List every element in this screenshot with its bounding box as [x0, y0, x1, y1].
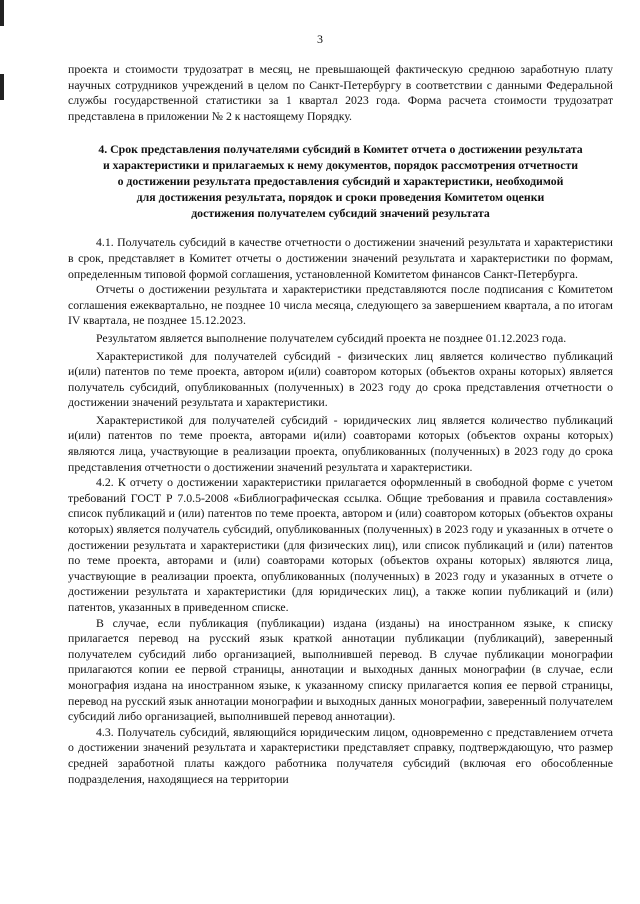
- paragraph-result: Результатом является выполнение получателем субсидий проекта не позднее 01.12.2023 года.: [96, 330, 567, 345]
- paragraph-4-2: 4.2. К отчету о достижении характеристики прилагается оформленный в свободной форме с учетом требований ГОСТ Р 7.0.5-2008 «Библиографическая ссылка. Общие требования и правила составления» список публикаций и (или) патентов по теме проекта, автором и (или) соавтором которых (объектов охраны которых) является получатель субсидий, опубликованных (полученных) в 2023 году и указанных в отчете о достижении результата и характеристики (для физических лиц), или список публикаций и (или) патентов по теме проекта, авторами и (или) соавторами которых (объектов охраны которых) являются лица, участвующие в реализации проекта, опубликованных (полученных) в 2023 году и указанных в отчете о достижении результата и характеристики (для юридических лиц), а также копии публикаций и (или) патентов, указанных в приведенном списке.: [68, 475, 613, 615]
- page-number: 3: [317, 32, 323, 46]
- paragraph-4-1: 4.1. Получатель субсидий в качестве отчетности о достижении значений результата и характеристики в срок, представляет в Комитет отчеты о достижении значений результата и характеристики по формам, определенным типовой формой соглашения, установленной Комитетом финансов Санкт-Петербурга.: [68, 235, 613, 281]
- heading-line: 4. Срок представления получателями субсидий в Комитет отчета о достижении результата: [98, 142, 583, 157]
- heading-line: для достижения результата, порядок и сроки проведения Комитетом оценки: [136, 189, 545, 204]
- paragraph-reports-deadline: Отчеты о достижении результата и характеристики представляются после подписания с Комитетом соглашения ежеквартально, не позднее 10 числа месяца, следующего за завершением квартала, а по итогам IV квартала, не позднее 15.12.2023.: [68, 282, 613, 328]
- section-4-heading: [68, 142, 613, 221]
- heading-line: достижения получателем субсидий значений результата: [191, 205, 490, 220]
- document-body: [68, 62, 613, 787]
- paragraph-foreign-publication: В случае, если публикация (публикации) издана (изданы) на иностранном языке, к списку прилагается перевод на русский язык краткой аннотации публикации (публикаций), заверенный получателем субсидий либо организацией, выполнившей перевод. В случае публикации монографии прилагаются копии ее первой страницы, аннотации и выходных данных монографии (в случае, если монография издана на иностранном языке, к указанному списку прилагается копия ее первой страницы, перевод на русский язык аннотации монографии и выходных данных монографии, заверенный получателем субсидий либо организацией, выполнившей перевод аннотации).: [68, 615, 613, 724]
- heading-line: и характеристики и прилагаемых к нему документов, порядок рассмотрения отчетности: [102, 158, 579, 173]
- paragraph-4-3: 4.3. Получатель субсидий, являющийся юридическим лицом, одновременно с представлением отчета о достижении значений результата и характеристики представляет справку, подтверждающую, что размер средней заработной платы каждого работника получателя субсидий (включая его обособленные подразделения, находящиеся на территории: [68, 724, 613, 786]
- intro-paragraph: проекта и стоимости трудозатрат в месяц, не превышающей фактическую среднюю заработную плату научных сотрудников учреждений в целом по Санкт-Петербургу в соответствии с данными Федеральной службы государственной статистики за 1 квартал 2023 года. Форма расчета стоимости трудозатрат представлена в приложении № 2 к настоящему Порядку.: [68, 62, 613, 123]
- paragraph-characteristic-legal-entities: Характеристикой для получателей субсидий - юридических лиц является количество публикаций и(или) патентов по теме проекта, авторами и(или) соавторами которых (объектов охраны которых) являются лица, участвующие в реализации проекта, опубликованных (полученных) в 2023 году до срока представления отчетности о достижении значений результата и характеристики.: [68, 412, 613, 474]
- scan-edge-mark-middle: [0, 74, 4, 100]
- paragraph-characteristic-individuals: Характеристикой для получателей субсидий - физических лиц является количество публикаций и(или) патентов по теме проекта, автором и(или) соавтором которых (объектов охраны которых) является получатель субсидий, опубликованных (полученных) в 2023 году до срока представления отчетности о достижении значений результата и характеристики.: [68, 348, 613, 410]
- scan-edge-mark-top: [0, 0, 4, 26]
- heading-line: о достижении результата предоставления субсидий и характеристики, необходимой: [117, 173, 564, 188]
